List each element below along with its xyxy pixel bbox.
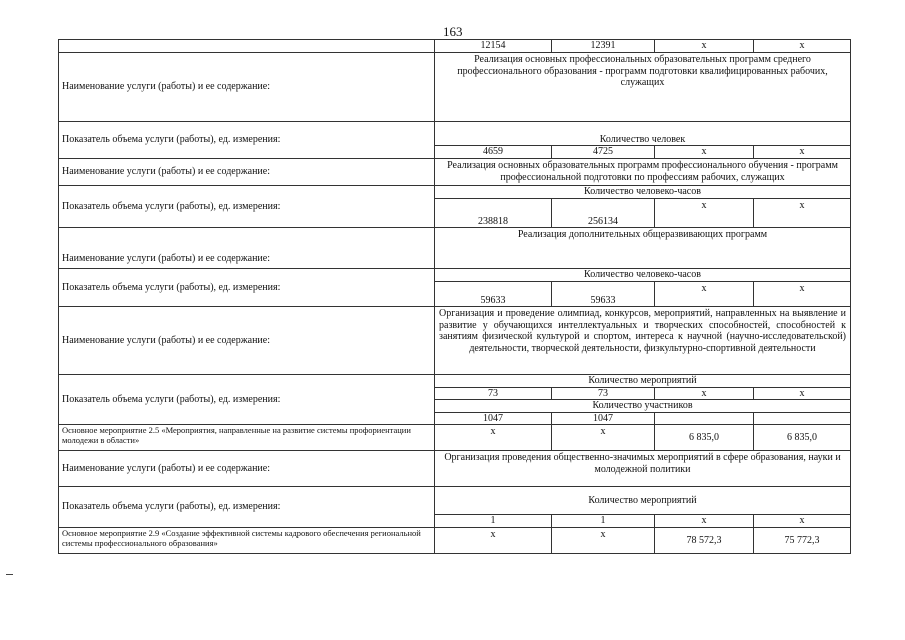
- value-cell: х: [754, 515, 851, 528]
- table-row: [59, 269, 851, 282]
- service-description: Организация проведения общественно-значимых мероприятий в сфере образования, науки и молодежной политики: [435, 451, 851, 487]
- value-cell: 75 772,3: [754, 528, 851, 554]
- table-row: [59, 375, 851, 388]
- value-cell: х: [754, 146, 851, 159]
- value-cell: х: [655, 146, 754, 159]
- volume-indicator-label: Показатель объема услуги (работы), ед. измерения:: [59, 487, 435, 528]
- service-name-label: Наименование услуги (работы) и ее содержание:: [59, 53, 435, 122]
- volume-indicator-label: Показатель объема услуги (работы), ед. измерения:: [59, 375, 435, 425]
- table-row: [59, 186, 851, 199]
- measure-title: Основное мероприятие 2.9 «Создание эффективной системы кадрового обеспечения региональной системы профессионального образования»: [59, 528, 435, 554]
- table-row: [59, 451, 851, 487]
- volume-indicator-label: Показатель объема услуги (работы), ед. измерения:: [59, 186, 435, 228]
- value-cell: х: [435, 528, 552, 554]
- value-cell: 238818: [435, 199, 552, 228]
- value-cell: х: [655, 282, 754, 307]
- value-cell: [655, 412, 754, 425]
- service-description: Реализация дополнительных общеразвивающих программ: [435, 228, 851, 269]
- value-cell: 6 835,0: [754, 425, 851, 451]
- value-cell: х: [435, 425, 552, 451]
- value-cell: 73: [435, 387, 552, 400]
- value-cell: х: [754, 387, 851, 400]
- value-cell: х: [552, 528, 655, 554]
- value-cell: х: [655, 199, 754, 228]
- value-cell: х: [754, 199, 851, 228]
- value-cell: х: [655, 387, 754, 400]
- volume-indicator-label: Показатель объема услуги (работы), ед. измерения:: [59, 122, 435, 159]
- table-row: [59, 528, 851, 554]
- unit-header: Количество мероприятий: [435, 375, 851, 388]
- service-description: Реализация основных образовательных программ профессионального обучения - программ профессиональной подготовки по профессиям рабочих, служащих: [435, 159, 851, 186]
- value-cell: 12391: [552, 40, 655, 53]
- value-cell: 4659: [435, 146, 552, 159]
- value-cell: [754, 412, 851, 425]
- service-name-label: Наименование услуги (работы) и ее содержание:: [59, 451, 435, 487]
- value-cell: 59633: [435, 282, 552, 307]
- value-cell: 59633: [552, 282, 655, 307]
- table-row: [59, 228, 851, 269]
- table-row: [59, 307, 851, 375]
- volume-indicator-label: Показатель объема услуги (работы), ед. измерения:: [59, 269, 435, 307]
- value-cell: 1047: [552, 412, 655, 425]
- service-name-label: Наименование услуги (работы) и ее содержание:: [59, 159, 435, 186]
- page-number: 163: [443, 24, 463, 39]
- value-cell: 73: [552, 387, 655, 400]
- value-cell: 256134: [552, 199, 655, 228]
- value-cell: х: [552, 425, 655, 451]
- table-row: [59, 122, 851, 146]
- value-cell: 4725: [552, 146, 655, 159]
- unit-header: Количество человек: [435, 122, 851, 146]
- service-description: Организация и проведение олимпиад, конкурсов, мероприятий, направленных на выявление и развитие у обучающихся интеллектуальных и творческих способностей, способностей к занятиям физической культурой и спортом, интереса к научной (научно-исследовательской) деятельности, творческой деятельности, физкультурно-спортивной деятельности: [435, 307, 851, 375]
- service-description: Реализация основных профессиональных образовательных программ среднего профессионального образования - программ подготовки квалифицированных рабочих, служащих: [435, 53, 851, 122]
- service-name-label: Наименование услуги (работы) и ее содержание:: [59, 307, 435, 375]
- value-cell: х: [754, 282, 851, 307]
- service-name-label: Наименование услуги (работы) и ее содержание:: [59, 228, 435, 269]
- value-cell: 1047: [435, 412, 552, 425]
- indicators-table: [58, 39, 851, 554]
- value-cell: 1: [435, 515, 552, 528]
- table-row: [59, 425, 851, 451]
- table-row: [59, 487, 851, 515]
- unit-header: Количество мероприятий: [435, 487, 851, 515]
- value-cell: х: [655, 515, 754, 528]
- margin-mark: [6, 574, 13, 575]
- value-cell: 6 835,0: [655, 425, 754, 451]
- value-cell: 78 572,3: [655, 528, 754, 554]
- table-row: [59, 159, 851, 186]
- measure-title: Основное мероприятие 2.5 «Мероприятия, направленные на развитие системы профориентации молодежи в области»: [59, 425, 435, 451]
- value-cell: х: [754, 40, 851, 53]
- unit-header: Количество человеко-часов: [435, 186, 851, 199]
- unit-header: Количество участников: [435, 400, 851, 413]
- value-cell: 12154: [435, 40, 552, 53]
- value-cell: х: [655, 40, 754, 53]
- value-cell: 1: [552, 515, 655, 528]
- table-row: [59, 53, 851, 122]
- table-row: [59, 40, 851, 53]
- unit-header: Количество человеко-часов: [435, 269, 851, 282]
- row-label: [59, 40, 435, 53]
